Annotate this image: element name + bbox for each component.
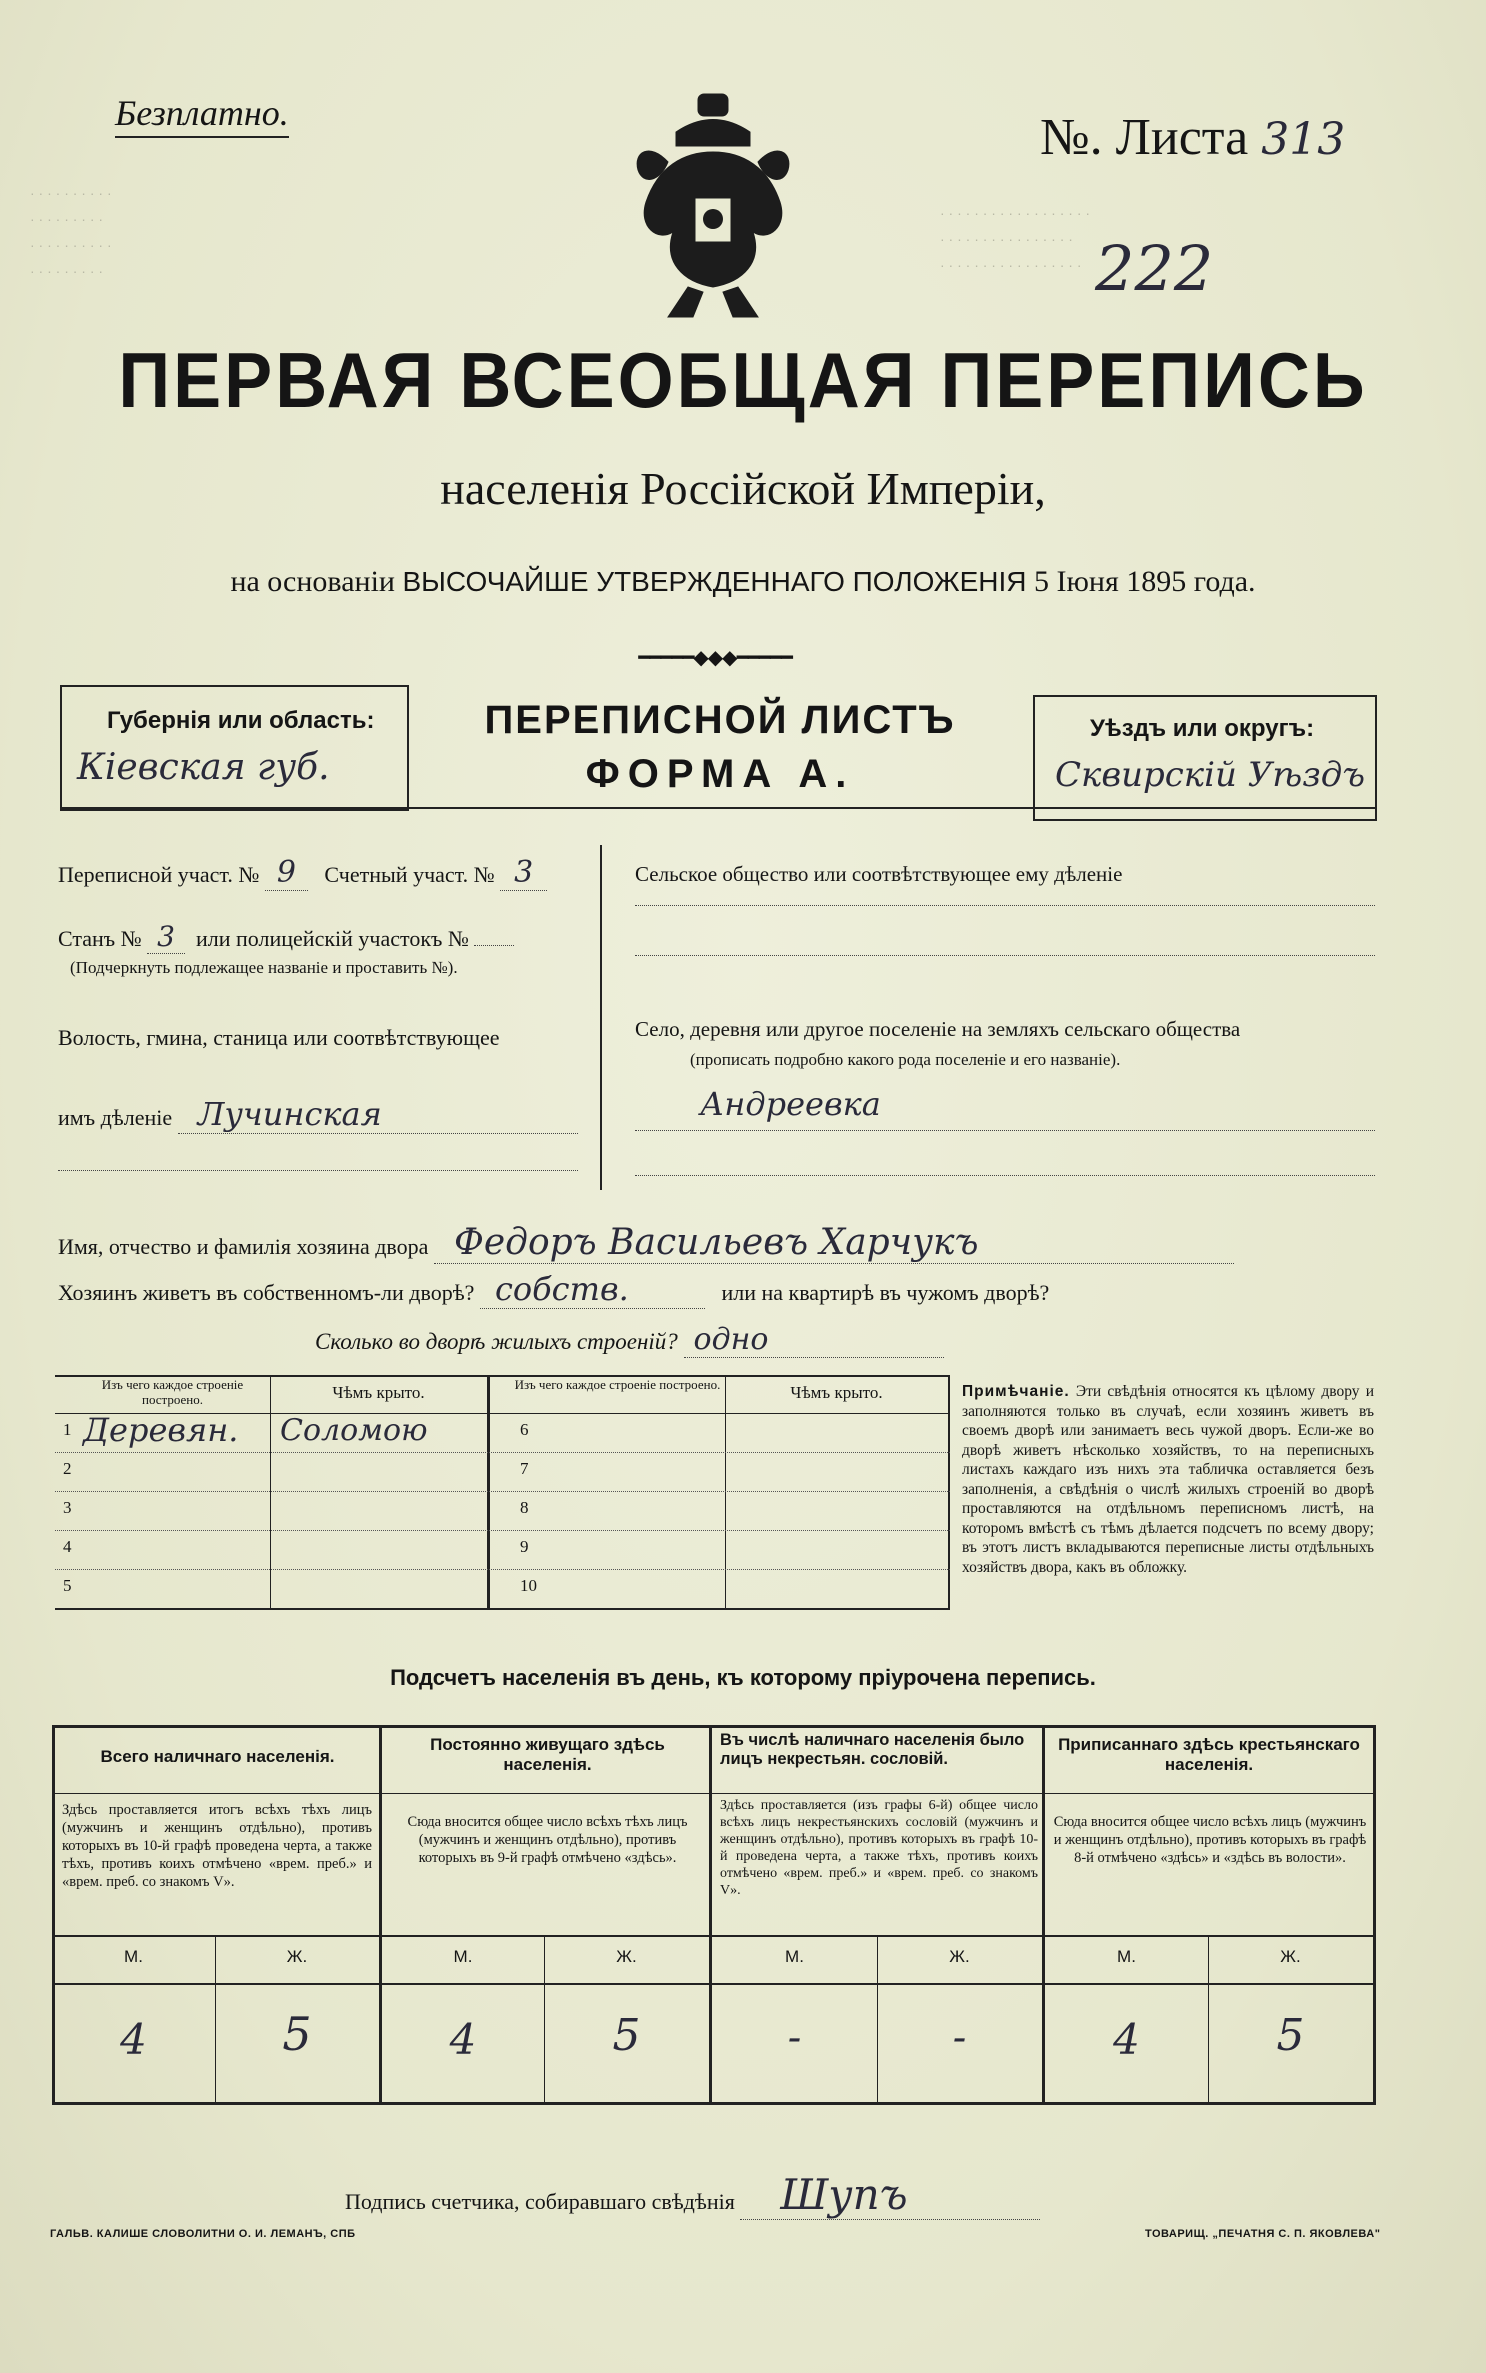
village-value: Андреевка	[700, 1085, 881, 1123]
signature-value: Шупъ	[740, 2170, 1040, 2220]
row-number: 4	[63, 1537, 72, 1556]
summary-col-head: Приписаннаго здѣсь крестьянскаго населенія.	[1058, 1735, 1360, 1774]
stan-label: Станъ №	[58, 926, 142, 951]
female-count: -	[952, 2015, 967, 2061]
village-line	[635, 1130, 1375, 1131]
sheet-number	[1040, 108, 1345, 167]
summary-col-desc: Сюда вносится общее число всѣхъ лицъ (мужчинъ и женщинъ отдѣльно), противъ которыхъ въ графѣ 8-й отмѣчено «здѣсь» и «здѣсь въ волости».	[1053, 1814, 1367, 1866]
page-title: ПЕРВАЯ ВСЕОБЩАЯ ПЕРЕПИСЬ	[118, 337, 1368, 425]
village-label: Село, деревня или другое поселеніе на земляхъ сельскаго общества	[635, 1017, 1241, 1041]
col-material-header-right: Изъ чего каждое строеніе построено.	[514, 1377, 721, 1392]
basis-date: 5 Іюня 1895 года.	[1034, 565, 1256, 598]
note-lead: Примѣчаніе.	[962, 1383, 1070, 1400]
basis-prefix: на основаніи	[230, 565, 395, 598]
society-line	[635, 905, 1375, 906]
female-count: 5	[1276, 2010, 1305, 2061]
province-box	[60, 685, 409, 811]
census-section-label: Переписной участ. №	[58, 862, 260, 887]
sheet-number-label: №. Листа	[1040, 109, 1249, 166]
form-title: ПЕРЕПИСНОЙ ЛИСТЪ	[484, 698, 956, 742]
female-label: Ж.	[286, 1947, 308, 1966]
row-number: 2	[63, 1459, 72, 1478]
sheet-number-stamp: 222	[1095, 232, 1214, 305]
volost-row	[58, 1095, 578, 1134]
free-label: Безплатно.	[115, 92, 289, 138]
female-count: 5	[282, 2007, 312, 2061]
province-value: Кіевская губ.	[77, 747, 330, 788]
male-label: М.	[1117, 1947, 1136, 1966]
male-label: М.	[124, 1947, 143, 1966]
census-section-value: 9	[265, 855, 308, 891]
male-count: -	[787, 2015, 802, 2061]
summary-col-head: Всего наличнаго населенія.	[100, 1747, 335, 1766]
stan-row	[58, 920, 514, 953]
police-label: или полицейскій участокъ №	[196, 926, 469, 951]
volost-label: Волость, гмина, станица или соотвѣтствующее	[58, 1025, 500, 1050]
female-label: Ж.	[949, 1947, 970, 1966]
village-line-2	[635, 1175, 1375, 1176]
female-label: Ж.	[1280, 1947, 1301, 1966]
rent-label: или на квартирѣ въ чужомъ дворѣ?	[721, 1280, 1050, 1305]
buildings-row	[315, 1322, 944, 1358]
basis-line	[0, 565, 1486, 599]
male-count: 4	[1113, 2015, 1140, 2064]
buildings-label: Сколько во дворѣ жилыхъ строеній?	[315, 1329, 678, 1354]
female-label: Ж.	[616, 1947, 637, 1966]
row-number: 3	[63, 1498, 72, 1517]
note-text: Эти свѣдѣнія относятся къ цѣлому двору и заполняются только въ случаѣ, если хозяинъ живетъ въ своемъ дворѣ или занимаетъ весь чужой дворъ. Если-же во дворѣ живетъ нѣсколько хозяйствъ, то на переписныхъ листахъ каждаго изъ нихъ эта табличка оставляется безъ заполненія, а свѣдѣнія о числѣ жилыхъ строеній во дворѣ проставляются на отдѣльномъ переписномъ листѣ, на которомъ вмѣстѣ съ тѣмъ дѣлается подсчетъ по всему двору; въ этотъ листъ вкладываются переписные листы отдѣльныхъ хозяйствъ двора, какъ въ обложку.	[962, 1383, 1375, 1576]
printer-right: ТОВАРИЩ. „ПЕЧАТНЯ С. П. ЯКОВЛЕВА"	[1145, 2228, 1381, 2240]
underline-note: (Подчеркнуть подлежащее названіе и проставить №).	[70, 958, 458, 977]
buildings-value: одно	[684, 1322, 944, 1358]
row-number: 10	[520, 1576, 537, 1595]
page-subtitle: населенія Россійской Имперіи,	[440, 463, 1046, 514]
province-label: Губернія или область:	[107, 707, 375, 734]
society-label: Сельское общество или соотвѣтствующее ему дѣленіе	[635, 862, 1123, 886]
census-section-row	[58, 855, 547, 890]
block-divider	[600, 845, 602, 1190]
double-headed-eagle-emblem	[628, 92, 798, 322]
owner-name-value: Федоръ Васильевъ Харчукъ	[434, 1222, 1234, 1264]
police-value	[474, 945, 514, 946]
summary-col-desc: Здѣсь проставляется (изъ графы 6-й) общее число всѣхъ лицъ некрестьянскихъ сословій (мужчинъ и женщинъ отдѣльно), противъ которыхъ въ графѣ 10-й проведена черта, а также тѣхъ, противъ коихъ отмѣчено «врем. преб.» и «врем. преб. со знакомъ V».	[720, 1798, 1038, 1898]
village-note: (прописать подробно какого рода поселеніе и его названіе).	[690, 1050, 1121, 1069]
district-label: Уѣздъ или округъ:	[1090, 715, 1315, 742]
form-label: ФОРМА А.	[585, 752, 855, 796]
owner-name-row	[58, 1222, 1234, 1264]
note-block	[962, 1382, 1374, 1577]
row-number: 8	[520, 1498, 529, 1517]
summary-col-desc: Здѣсь проставляется итогъ всѣхъ тѣхъ лицъ (мужчинъ и женщинъ отдѣльно), противъ которыхъ въ 10-й графѣ проведена черта, а также тѣхъ, противъ коихъ отмѣчено «врем. преб.» и «врем. преб. со знакомъ V».	[62, 1802, 372, 1890]
summary-table	[52, 1725, 1376, 2105]
basis-caps: ВЫСОЧАЙШЕ УТВЕРЖДЕННАГО ПОЛОЖЕНІЯ	[402, 566, 1027, 597]
volost-extra-line	[58, 1170, 578, 1172]
signature-row	[345, 2170, 1040, 2220]
district-value: Сквирскій Уѣздъ	[1055, 755, 1366, 795]
summary-col-head: Въ числѣ наличнаго населенія было лицъ некрестьян. сословій.	[720, 1731, 1025, 1768]
district-box	[1033, 695, 1377, 821]
signature-label: Подпись счетчика, собиравшаго свѣдѣнія	[345, 2189, 735, 2214]
ornament-divider: ━━━━━◆◆◆━━━━━	[638, 647, 792, 669]
summary-title: Подсчетъ населенія въ день, къ которому пріурочена перепись.	[390, 1665, 1096, 1690]
sheet-number-value: 313	[1261, 114, 1346, 165]
row-number: 1	[63, 1420, 72, 1439]
col-roof-header: Чѣмъ крыто.	[332, 1383, 425, 1402]
summary-col-head: Постоянно живущаго здѣсь населенія.	[430, 1735, 665, 1774]
stan-value: 3	[147, 920, 185, 954]
printer-left: ГАЛЬВ. КАЛИШЕ СЛОВОЛИТНИ О. И. ЛЕМАНЪ, СПБ	[50, 2228, 356, 2240]
society-line-2	[635, 955, 1375, 956]
bleed-through-text: · · · · · · · · · · · · · · · · · · · · · · · · · · · · · · · · · · · · · · · · · · · · · · · · · · ·	[940, 205, 1091, 273]
row-number: 5	[63, 1576, 72, 1595]
summary-col-desc: Сюда вносится общее число всѣхъ тѣхъ лицъ (мужчинъ и женщинъ отдѣльно), противъ которыхъ въ 9-й графѣ отмѣчено «здѣсь».	[407, 1814, 688, 1866]
male-count: 4	[449, 2015, 477, 2064]
volost-label2: имъ дѣленіе	[58, 1105, 173, 1130]
form-header-line	[60, 807, 1375, 809]
bleed-through-text: · · · · · · · · · · · · · · · · · · · · · · · · · · · · · · · · · · · · · ·	[30, 185, 112, 279]
building-roof: Соломою	[280, 1413, 428, 1448]
female-count: 5	[612, 2010, 641, 2061]
male-label: М.	[785, 1947, 804, 1966]
own-yard-label: Хозяинъ живетъ въ собственномъ-ли дворѣ?	[58, 1280, 475, 1305]
row-number: 9	[520, 1537, 529, 1556]
col-roof-header-right: Чѣмъ крыто.	[790, 1383, 883, 1402]
volost-value: Лучинская	[178, 1095, 578, 1134]
row-number: 7	[520, 1459, 529, 1478]
col-material-header: Изъ чего каждое строеніе построено.	[101, 1377, 244, 1407]
own-yard-value: собств.	[480, 1270, 705, 1309]
building-material: Деревян.	[83, 1411, 239, 1449]
count-section-label: Счетный участ. №	[324, 862, 495, 887]
buildings-table	[55, 1375, 950, 1610]
count-section-value: 3	[500, 855, 547, 891]
row-number: 6	[520, 1420, 529, 1439]
owner-residence-row	[58, 1270, 1049, 1309]
owner-name-label: Имя, отчество и фамилія хозяина двора	[58, 1234, 429, 1259]
male-count: 4	[120, 2015, 147, 2064]
male-label: М.	[453, 1947, 473, 1966]
